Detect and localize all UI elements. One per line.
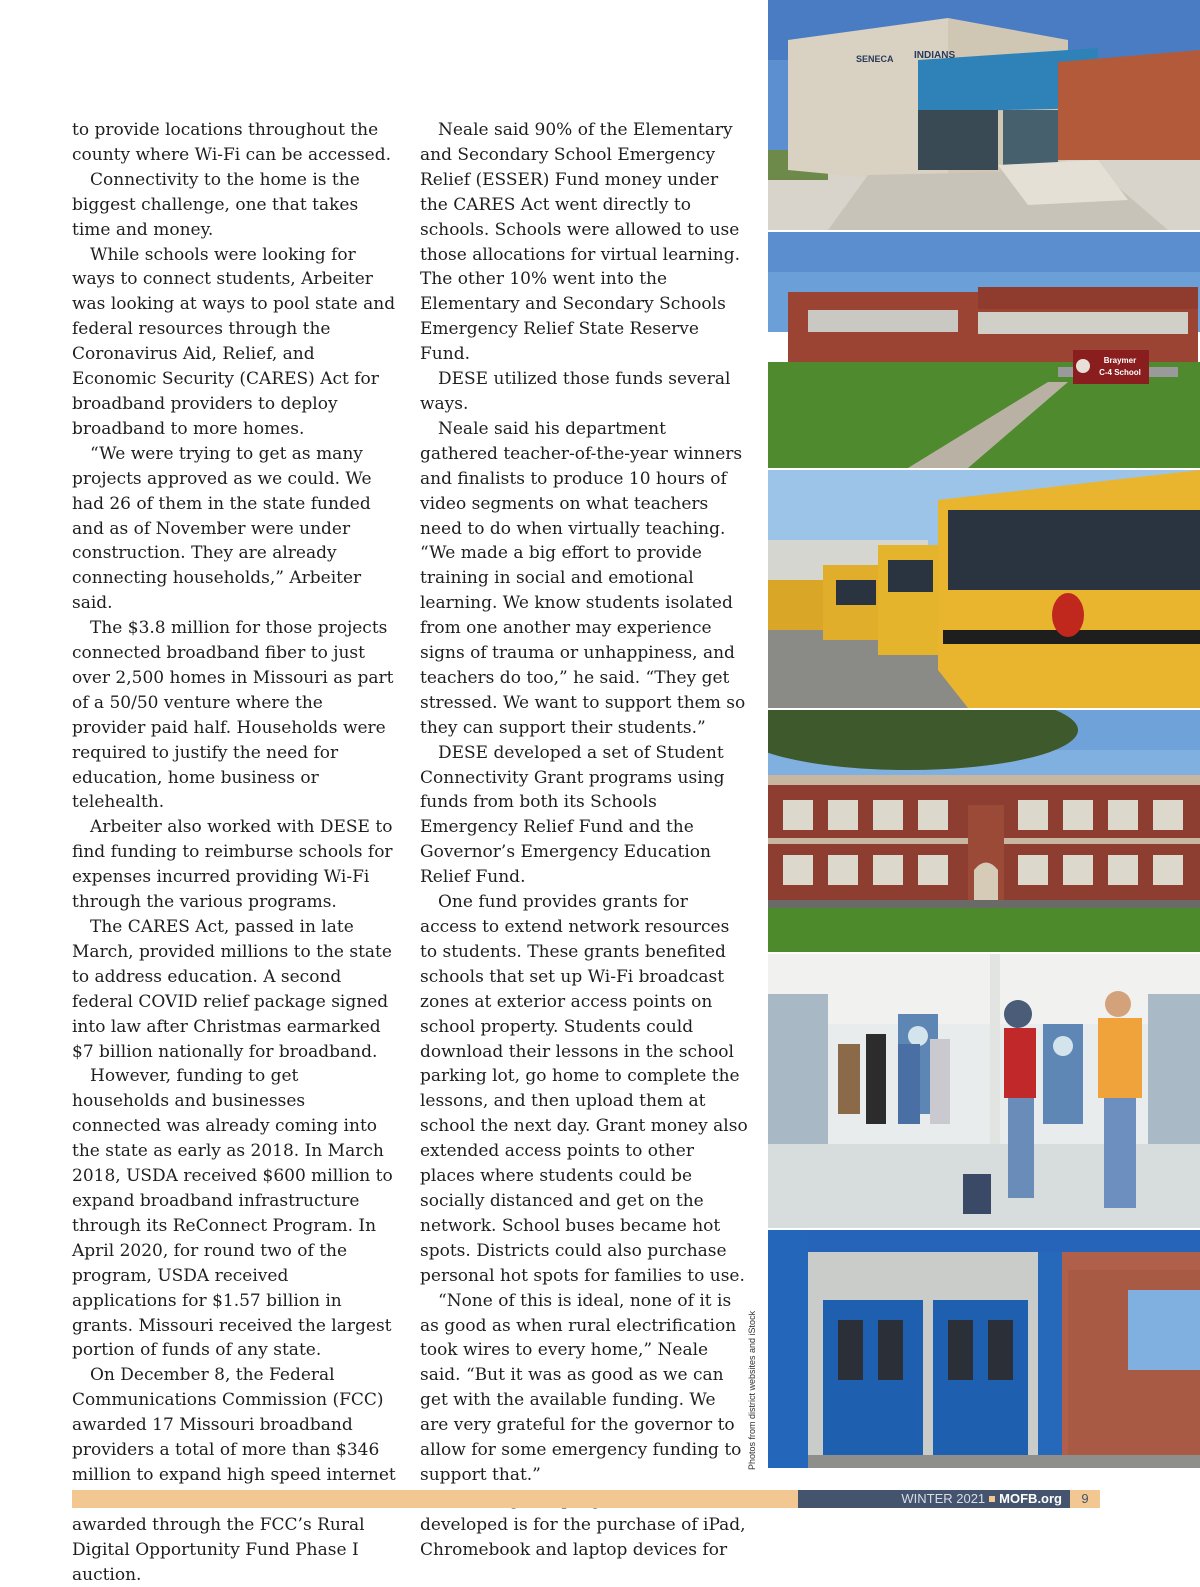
photo-students-hallway xyxy=(768,954,1200,1228)
paragraph: “We were trying to get as many projects approved as we could. We had 26 of them in the state funded and as of November were under construction. They are already connecting households,” Arbeiter said. xyxy=(72,443,372,614)
photo-blue-doors xyxy=(768,1230,1200,1468)
braymer-sign-subtext: C-4 School xyxy=(1099,368,1141,377)
braymer-sign-text: Braymer xyxy=(1103,356,1137,365)
photo-seneca-school xyxy=(768,0,1200,230)
photo-braymer-school xyxy=(768,232,1200,468)
paragraph: Arbeiter also worked with DESE to find funding to reimburse schools for expenses incurred providing Wi-Fi through the various programs. xyxy=(72,817,393,913)
paragraph: One fund provides grants for access to extend network resources to students. These grants benefited schools that set up Wi-Fi broadcast zones at exterior access points on school property. Students could download their lessons in the school parking lot, go home to complete the lessons, and then upload them at school the next day. Grant money also extended access points to other places where students could be socially distanced and get on the network. School buses became hot spots. Districts could also purchase personal hot spots for families to use. xyxy=(420,892,748,1286)
paragraph: Connectivity to the home is the biggest challenge, one that takes time and money. xyxy=(72,169,360,240)
paragraph: DESE utilized those funds several ways. xyxy=(420,369,731,414)
indians-sign-text: INDIANS xyxy=(914,50,956,61)
footer-bar xyxy=(72,1490,798,1508)
paragraph: However, funding to get households and businesses connected was already coming into the state as early as 2018. In March 2018, USDA received $600 million to expand broadband infrastructure through its ReConnect Program. In April 2020, for round two of the program, USDA received applications for $1.57 billion in grants. Missouri received the largest portion of funds of any state. xyxy=(72,1066,393,1361)
seneca-sign-text: SENECA xyxy=(856,54,894,64)
paragraph: The CARES Act, passed in late March, provided millions to the state to address education. A second federal COVID relief package signed into law after Christmas earmarked $7 billion nationally for broadband. xyxy=(72,917,392,1062)
footer-website-link[interactable]: MOFB.org xyxy=(999,1491,1062,1506)
article-column-1 xyxy=(72,118,398,1587)
photo-school-buses xyxy=(768,470,1200,708)
square-bullet-icon xyxy=(989,1496,995,1502)
photo-brick-school xyxy=(768,710,1200,952)
photo-credit: Photos from district websites and iStock xyxy=(747,1310,757,1470)
paragraph: Neale said 90% of the Elementary and Secondary School Emergency Relief (ESSER) Fund money under the CARES Act went directly to schools. Schools were allowed to use those allocations for virtual learning. The other 10% went into the Elementary and Secondary Schools Emergency Relief State Reserve Fund. xyxy=(420,120,741,365)
paragraph: Neale said his department gathered teacher-of-the-year winners and finalists to produce 10 hours of video segments on what teachers need to do when virtually teaching. “We made a big effort to provide training in social and emotional learning. We know students isolated from one another may experience signs of trauma or unhappiness, and teachers do too,” he said. “They get stressed. We want to support them so they can support their students.” xyxy=(420,418,746,738)
paragraph: While schools were looking for ways to connect students, Arbeiter was looking at ways to pool state and federal resources through the Coronavirus Aid, Relief, and Economic Security (CARES) Act for broadband providers to deploy broadband to more homes. xyxy=(72,244,396,439)
paragraph: The $3.8 million for those projects connected broadband fiber to just over 2,500 homes in Missouri as part of a 50/50 venture where the provider paid half. Households were required to justify the need for education, home business or telehealth. xyxy=(72,618,394,813)
photo-strip xyxy=(768,0,1200,1468)
paragraph: On December 8, the Federal Communications Commission (FCC) awarded 17 Missouri broadband providers a total of more than $346 million to expand high speed internet awarded through the FCC’s Rural Digital Opportunity Fund Phase I auction. xyxy=(72,1365,396,1585)
footer-issue: WINTER 2021 xyxy=(901,1491,986,1506)
footer-publication xyxy=(798,1490,1070,1508)
page-number: 9 xyxy=(1070,1490,1100,1508)
article-column-2 xyxy=(420,118,748,1563)
paragraph: developed is for the purchase of iPad, Chromebook and laptop devices for xyxy=(420,1514,746,1560)
paragraph: DESE developed a set of Student Connectivity Grant programs using funds from both its Schools Emergency Relief Fund and the Governor’s Emergency Education Relief Fund. xyxy=(420,742,725,888)
paragraph: to provide locations throughout the county where Wi-Fi can be accessed. xyxy=(72,120,392,165)
paragraph: “None of this is ideal, none of it is as good as when rural electrification took wires to every home,” Neale said. “But it was as good as we can get with the available funding. We are very grateful for the governor to allow for some emergency funding to support that.” xyxy=(420,1290,742,1485)
